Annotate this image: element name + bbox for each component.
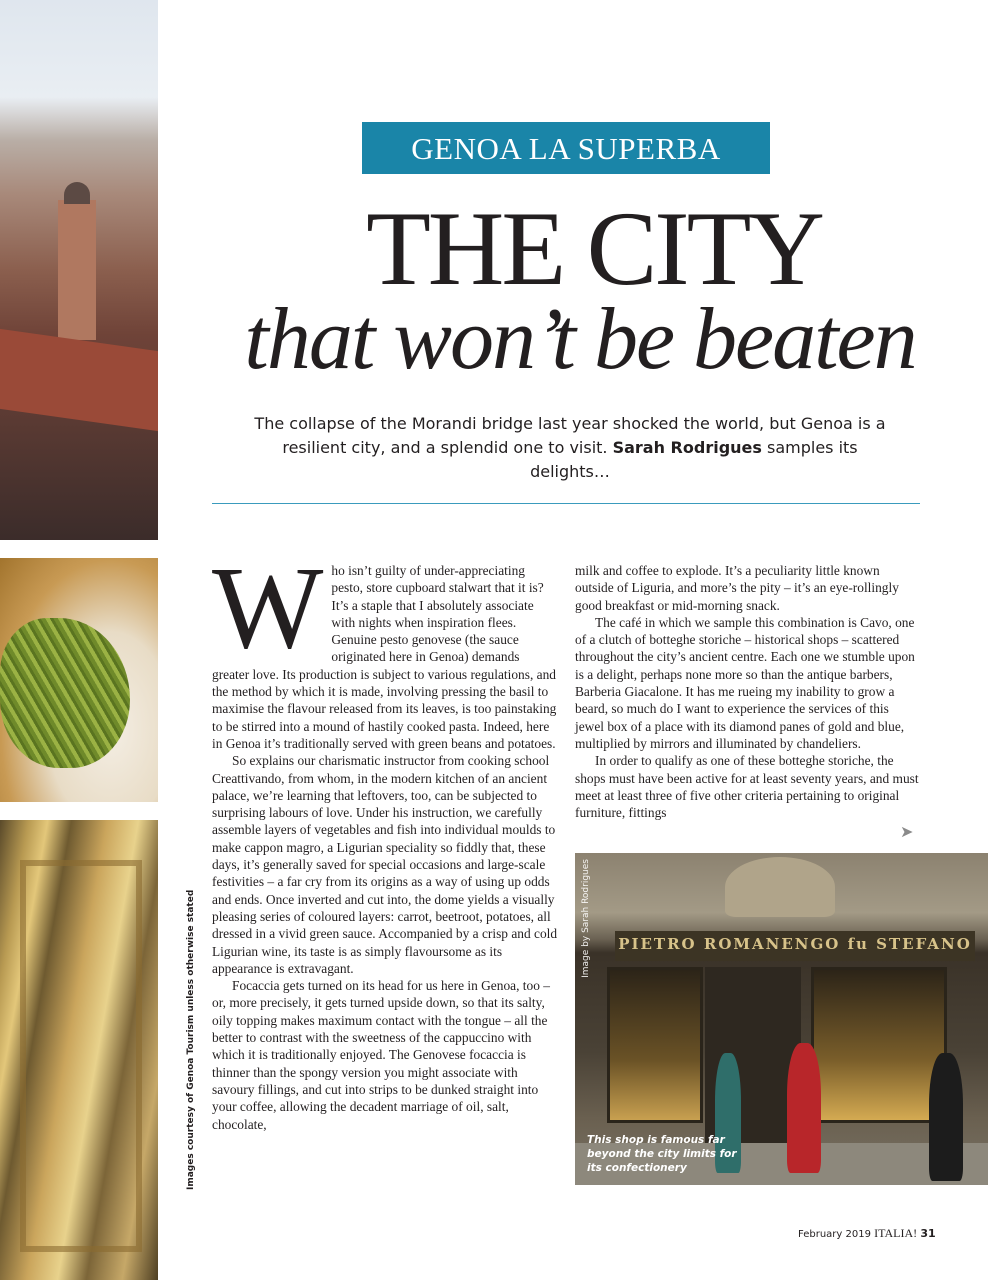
magazine-name: ITALIA! [874,1226,918,1240]
mirror-frame-shape [20,860,142,1252]
photo-credit: Image by Sarah Rodrigues [581,859,591,978]
continue-arrow-icon: ➤ [900,822,914,841]
paragraph-text: ho isn’t guilty of under-appreciating pesto, store cupboard stalwart that it is? It’s a staple that I absolutely associate with nights when inspiration flees. Genuine pesto genovese (the sauce originated here in Genoa) demands greater love. Its production is subject to various regulations, and the method by which it is made, involving pressing the basil to maximise the flavour released from its leaves, is too painstaking to be stirred into a mound of hastily cooked pasta. Indeed, here in Genoa it’s traditionally served with green beans and potatoes. [212,563,557,751]
paragraph: milk and coffee to explode. It’s a peculiarity little known outside of Liguria, and more’s the pity – it’s an eye-rollingly good breakfast or mid-morning snack. [575,563,899,613]
shop-sign [615,931,975,961]
page-number: 31 [920,1227,936,1240]
paragraph: The café in which we sample this combination is Cavo, one of a clutch of botteghe storiche – historical shops – scattered throughout the city’s ancient centre. Each one we stumble upon is a delight, perhaps none more so than the antique barbers, Barberia Giacalone. It has me rueing my inability to grow a beard, so much do I want to experience the services of this jewel box of a place with its diamond panes of gold and blue, multiplied by mirrors and illuminated by chandeliers. [575,614,915,751]
rooftop-shape [0,329,158,431]
headline-line1: THE CITY [366,190,822,307]
page-footer [798,1226,936,1241]
shop-sign-text: PIETRO ROMANENGO fu STEFANO [618,935,972,953]
article-column-2 [575,562,921,821]
paragraph: Focaccia gets turned on its head for us here in Genoa, too – or, more precisely, it gets turned upside down, so that its salty, oily topping makes maximum contact with the tongue – all the better to contrast with the sweetness of the cappuccino with which it is traditionally enjoyed. The Genovese focaccia is thinner than the spongy version you might associate with savoury fillings, and cut into strips to be dunked straight into your coffee, allowing the decadent marriage of oil, salt, chocolate, [212,978,550,1132]
section-kicker: GENOA LA SUPERBA [362,122,770,174]
divider [212,503,920,504]
standfirst [240,412,900,484]
photo-romanengo-shop [575,853,988,1185]
article-column-1 [212,542,558,1133]
side-image-credit: Images courtesy of Genoa Tourism unless otherwise stated [186,889,196,1190]
paragraph [212,542,558,752]
issue-date: February 2019 [798,1229,871,1240]
crest-shape [725,857,835,917]
photo-caption: This shop is famous far beyond the city limits for its confectionery [587,1134,737,1174]
shop-window-right [811,967,947,1123]
bell-tower-shape [58,200,96,340]
pasta-shape [0,618,130,768]
standfirst-text: The collapse of the Morandi bridge last year shocked the world, but Genoa is a resilient city, and a splendid one to visit. [254,414,886,457]
photo-pesto-pasta [0,558,158,802]
shop-window-left [607,967,703,1123]
paragraph: In order to qualify as one of these botteghe storiche, the shops must have been active for at least seventy years, and must meet at least three of five other criteria pertaining to original furniture, fittings [575,753,919,821]
drop-cap: W [212,542,324,673]
pedestrian-shape [929,1053,963,1181]
pedestrian-shape [787,1043,821,1173]
photo-shop-interior [0,820,158,1280]
headline-line2: that won’t be beaten [244,291,916,388]
author-name: Sarah Rodrigues [612,438,762,457]
paragraph: So explains our charismatic instructor from cooking school Creattivando, from whom, in the modern kitchen of an ancient palace, we’re learning that leftovers, too, can be subjected to surprising labours of love. Under his instruction, we carefully assemble layers of vegetables and fish into individual moulds to make cappon magro, a Ligurian speciality so fiddly that, these days, it’s generally saved for special occasions and large-scale festivities – a far cry from its origins as a way of using up odds and ends. Once inverted and cut into, the dome yields a visually pleasing series of coloured layers: carrot, beetroot, potatoes, all dressed in a vivid green sauce. Accompanied by a crisp and cold Ligurian wine, its taste is as simply flavoursome as its appearance is extravagant. [212,753,558,976]
standfirst-end: samples its delights… [530,438,858,481]
photo-genoa-rooftops [0,0,158,540]
